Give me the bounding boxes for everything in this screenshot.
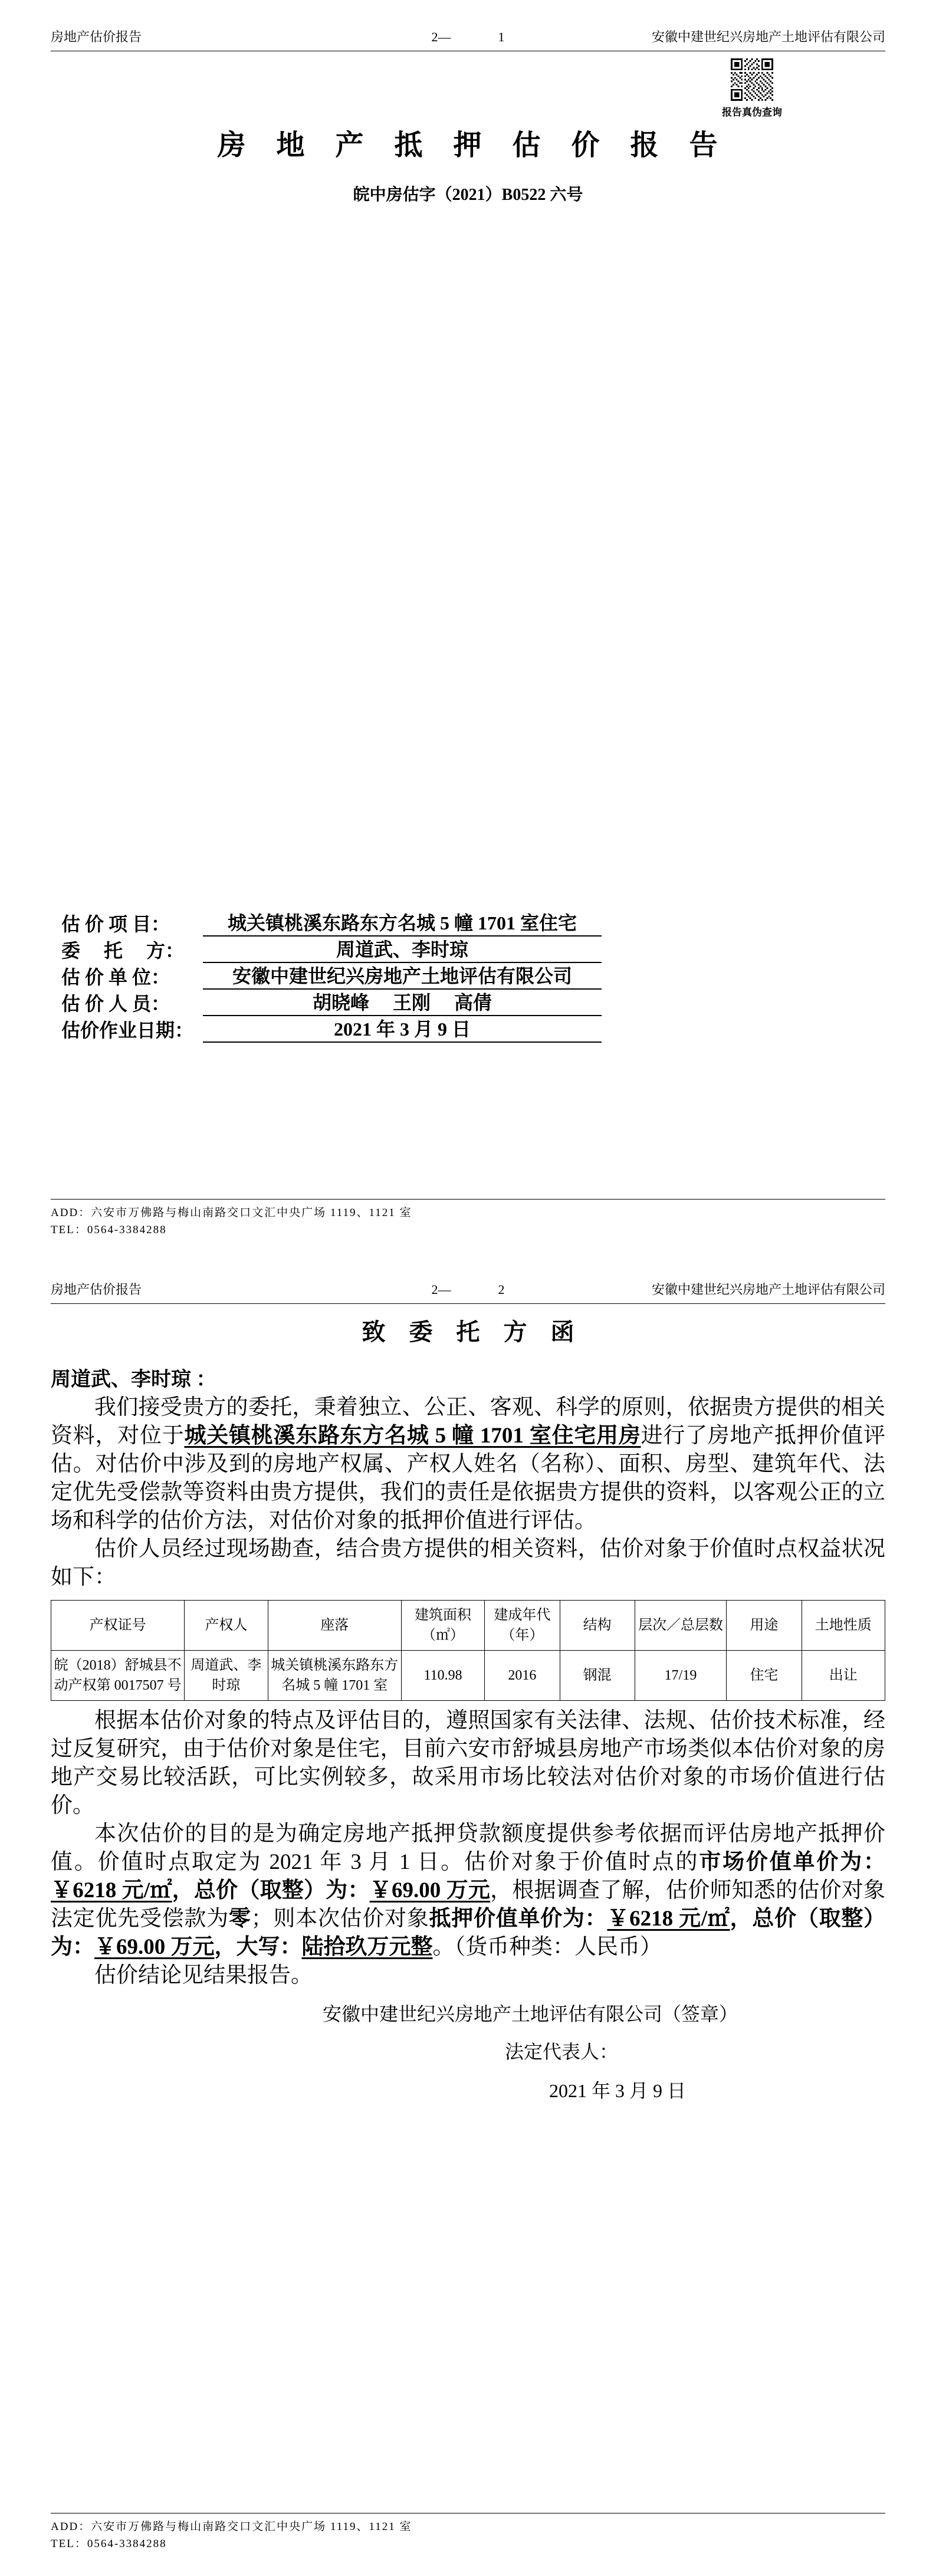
header-doc-name: 房地产估价报告 [51, 1282, 142, 1297]
text-run: ，根据调查了解，估价师知悉的估价对象法定优先受偿款为 [51, 1878, 886, 1931]
rights-table [51, 1600, 885, 1701]
header-page-num: 1 [498, 29, 505, 44]
header-company: 安徽中建世纪兴房地产土地评估有限公司 [651, 1282, 885, 1297]
header-doc-name: 房地产估价报告 [51, 29, 142, 44]
col-header-year-built: 建成年代（年） [485, 1601, 560, 1651]
text-run: 。（货币种类：人民币） [432, 1935, 662, 1960]
cell-location: 城关镇桃溪东路东方名城 5 幢 1701 室 [268, 1651, 401, 1701]
signature-date: 2021 年 3 月 9 日 [549, 2080, 687, 2102]
paragraph-5: 估价结论见结果报告。 [94, 1963, 313, 1988]
footer-phone: TEL：0564-3384288 [51, 1224, 167, 1236]
header-page-number [432, 1282, 505, 1297]
cell-structure: 钢混 [560, 1651, 635, 1701]
page-2 [0, 1262, 936, 2576]
text-run: 本次估价的目的是为确定房地产抵押贷款额度提供参考依据而评估房地产抵押价值。价值时点取定为 2021 年 3 月 1 日。估价对象于价值时点的 [51, 1822, 885, 1875]
header-company: 安徽中建世纪兴房地产土地评估有限公司 [651, 29, 885, 44]
field-row-date [61, 1016, 602, 1043]
col-header-land-nature: 土地性质 [802, 1601, 885, 1651]
report-title: 房 地 产 抵 押 估 价 报 告 [217, 130, 719, 161]
cell-owner: 周道武、李时琼 [185, 1651, 268, 1701]
field-label: 估 价 项 目： [61, 914, 170, 935]
col-header-structure: 结构 [560, 1601, 635, 1651]
text-run: 进行了房地产抵押价值评估。对估价中涉及到的房地产权属、产权人姓名（名称）、面积、房型、建筑年代、法定优先受偿款等资料由贵方提供，我们的责任是依据贵方提供的资料，以客观公正的立场和科学的估价方法，对估价对象的抵押价值进行评估。 [51, 1424, 886, 1533]
cell-floor-area: 110.98 [401, 1651, 484, 1701]
field-row-client [61, 937, 602, 963]
field-value: 胡晓峰 王刚 高倩 [203, 988, 602, 1016]
page-1 [0, 0, 936, 1262]
header-page-num: 2 [498, 1282, 505, 1297]
market-unit-price-label: 市场价值单价为： [699, 1850, 886, 1875]
col-header-use: 用途 [727, 1601, 802, 1651]
field-label: 估 价 人 员： [61, 993, 170, 1015]
col-header-owner: 产权人 [185, 1601, 268, 1651]
field-label: 委 托 方： [61, 940, 185, 962]
mortgage-total-price-value: ￥69.00 万元 [94, 1935, 215, 1960]
page2-header [51, 1280, 885, 1304]
field-row-project [61, 910, 602, 937]
footer-address: ADD：六安市万佛路与梅山南路交口文汇中央广场 1119、1121 室 [51, 1207, 412, 1219]
amount-in-words-value: 陆拾玖万元整 [301, 1935, 433, 1960]
col-header-cert-no: 产权证号 [51, 1601, 185, 1651]
footer-phone: TEL：0564-3384288 [51, 2538, 167, 2550]
signature-company: 安徽中建世纪兴房地产土地评估有限公司（签章） [322, 2003, 738, 2025]
text-run: ；则本次估价对象 [251, 1907, 429, 1931]
mortgage-unit-price-label: 抵押价值单价为： [429, 1907, 607, 1931]
col-header-location: 座落 [268, 1601, 401, 1651]
amount-in-words-label: ，大写： [214, 1935, 302, 1960]
letter-title: 致 委 托 方 函 [362, 1319, 574, 1345]
qr-block [719, 58, 785, 119]
cell-use: 住宅 [727, 1651, 802, 1701]
market-unit-price-value: ￥6218 元/㎡ [51, 1878, 172, 1903]
market-total-price-label: ，总价（取整）为： [172, 1878, 370, 1903]
field-row-appraisers [61, 990, 602, 1016]
paragraph-4 [51, 1820, 885, 1961]
field-label: 估价作业日期： [61, 1020, 194, 1041]
table-header-row [51, 1601, 885, 1651]
mortgage-total-price-label: ，总价（取整）为： [51, 1907, 886, 1960]
page1-header [51, 27, 885, 51]
report-number: 皖中房估字（2021）B0522 六号 [353, 186, 583, 205]
signature-legal-rep: 法定代表人： [505, 2041, 619, 2063]
field-value: 周道武、李时琼 [203, 935, 602, 963]
paragraph-1 [51, 1394, 885, 1535]
page1-footer [51, 1199, 885, 1238]
cell-year-built: 2016 [485, 1651, 560, 1701]
paragraph-2: 估价人员经过现场勘查，结合贵方提供的相关资料，估价对象于价值时点权益状况如下： [51, 1537, 885, 1590]
paragraph-3: 根据本估价对象的特点及评估目的，遵照国家有关法律、法规、估价技术标准，经过反复研究，由于估价对象是住宅，目前六安市舒城县房地产市场类似本估价对象的房地产交易比较活跃，可比实例较多，故采用市场比较法对估价对象的市场价值进行估价。 [51, 1708, 885, 1818]
header-page-prefix: 2— [431, 29, 451, 44]
field-value: 城关镇桃溪东路东方名城 5 幢 1701 室住宅 [203, 908, 602, 937]
header-page-prefix: 2— [431, 1282, 451, 1297]
footer-address: ADD：六安市万佛路与梅山南路交口文汇中央广场 1119、1121 室 [51, 2521, 412, 2533]
cell-land-nature: 出让 [802, 1651, 885, 1701]
subject-property-emphasis: 城关镇桃溪东路东方名城 5 幢 1701 室住宅用房 [184, 1424, 641, 1448]
qr-caption: 报告真伪查询 [722, 107, 782, 118]
cover-fields [61, 910, 602, 1043]
page2-footer [51, 2513, 885, 2552]
cell-floor-level: 17/19 [635, 1651, 727, 1701]
col-header-floor-level: 层次／总层数 [635, 1601, 727, 1651]
text-run: 我们接受贵方的委托，秉着独立、公正、客观、科学的原则，依据贵方提供的相关资料，对位于 [51, 1395, 885, 1448]
field-value: 安徽中建世纪兴房地产土地评估有限公司 [203, 961, 602, 990]
col-header-floor-area: 建筑面积（㎡） [401, 1601, 484, 1651]
header-page-number [432, 29, 505, 45]
field-value: 2021 年 3 月 9 日 [203, 1014, 602, 1043]
mortgage-unit-price-value: ￥6218 元/㎡ [607, 1907, 730, 1931]
field-label: 估 价 单 位： [61, 967, 170, 988]
cell-cert-no: 皖（2018）舒城县不动产权第 0017507 号 [51, 1651, 185, 1701]
salutation: 周道武、李时琼 ： [51, 1369, 216, 1391]
market-total-price-value: ￥69.00 万元 [369, 1878, 491, 1903]
table-data-row [51, 1651, 885, 1701]
qr-code [731, 58, 773, 101]
zero-emphasis: 零 [228, 1907, 251, 1931]
field-row-agency [61, 963, 602, 990]
